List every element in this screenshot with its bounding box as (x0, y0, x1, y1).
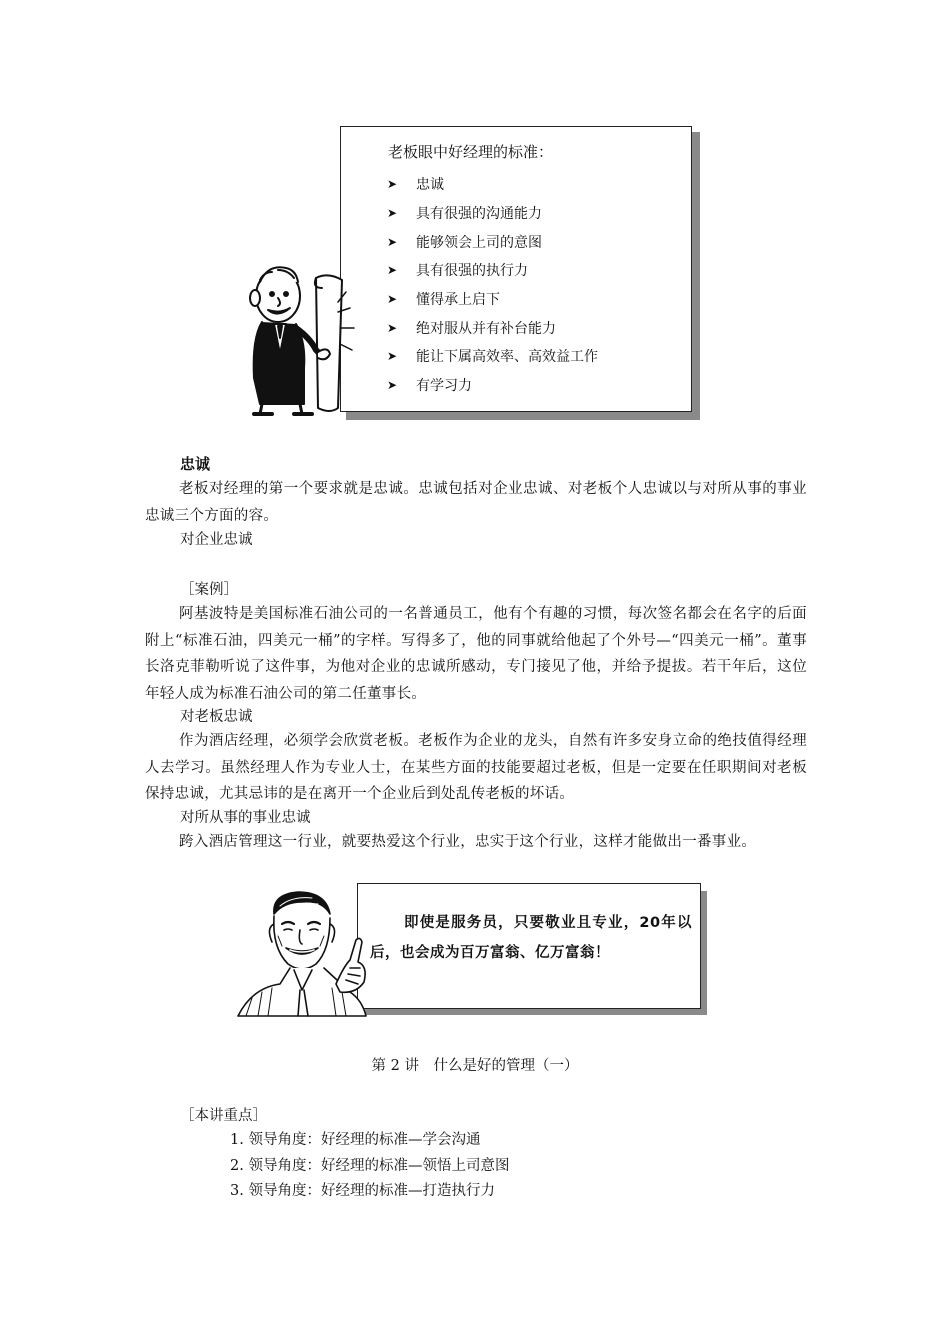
section-heading: 忠诚 (180, 455, 211, 473)
list-item-label: 有学习力 (416, 378, 472, 395)
list-item (386, 285, 598, 314)
boss-paragraph: 作为酒店经理，必须学会欣赏老板。老板作为企业的龙头，自然有许多安身立命的绝技值得经理人去学习。虽然经理人作为专业人士，在某些方面的技能要超过老板，但是一定要在任职期间对老板保持忠诚，尤其忌讳的是在离开一个企业后到处乱传老板的坏话。 (145, 733, 807, 802)
arrow-bullet-icon: ➤ (386, 378, 398, 393)
arrow-bullet-icon: ➤ (386, 234, 398, 249)
case-label: ［案例］ (180, 582, 238, 598)
standards-box-title: 老板眼中好经理的标准： (388, 143, 554, 161)
arrow-bullet-icon: ➤ (386, 292, 398, 307)
list-item-label: 能够领会上司的意图 (416, 234, 542, 251)
key-points-list (230, 1128, 509, 1205)
list-item-label: 具有很强的执行力 (416, 263, 528, 280)
quote-text: 即使是服务员，只要敬业且专业，20年以后，也会成为百万富翁、亿万富翁！ (370, 915, 692, 961)
list-item: 3. 领导角度：好经理的标准—打造执行力 (230, 1183, 495, 1199)
career-paragraph: 跨入酒店管理这一行业，就要热爱这个行业，忠实于这个行业，这样才能做出一番事业。 (179, 834, 757, 850)
case-paragraph: 阿基波特是美国标准石油公司的一名普通员工，他有个有趣的习惯，每次签名都会在名字的后面附上“标准石油，四美元一桶”的字样。写得多了，他的同事就给他起了个外号—“四美元一桶”。董事长洛克菲勒听说了这件事，为他对企业的忠诚所感动，专门接见了他，并给予提拔。若干年后，这位年轻人成为标准石油公司的第二任董事长。 (145, 606, 807, 702)
standards-list (386, 170, 598, 400)
list-item (386, 170, 598, 199)
arrow-bullet-icon: ➤ (386, 349, 398, 364)
arrow-bullet-icon: ➤ (386, 206, 398, 221)
list-item-label: 忠诚 (416, 177, 444, 194)
list-item-label: 具有很强的沟通能力 (416, 206, 542, 223)
arrow-bullet-icon: ➤ (386, 263, 398, 278)
arrow-bullet-icon: ➤ (386, 320, 398, 335)
list-item (386, 199, 598, 228)
list-item (386, 342, 598, 371)
list-item (386, 227, 598, 256)
list-item-label: 能让下属高效率、高效益工作 (416, 349, 598, 366)
list-item-label: 绝对服从并有补台能力 (416, 320, 556, 337)
lecture-title: 第 2 讲 什么是好的管理（一） (371, 1058, 579, 1074)
list-item (386, 256, 598, 285)
subheading-boss-loyalty: 对老板忠诚 (180, 709, 253, 725)
presenter-cartoon-icon (238, 258, 378, 418)
intro-paragraph: 老板对经理的第一个要求就是忠诚。忠诚包括对企业忠诚、对老板个人忠诚以与对所从事的事业忠诚三个方面的容。 (145, 481, 807, 524)
arrow-bullet-icon: ➤ (386, 177, 398, 192)
pointing-man-cartoon-icon (232, 888, 382, 1018)
list-item: 1. 领导角度：好经理的标准—学会沟通 (230, 1132, 481, 1148)
list-item-label: 懂得承上启下 (416, 292, 500, 309)
key-points-label: ［本讲重点］ (180, 1108, 267, 1124)
list-item: 2. 领导角度：好经理的标准—领悟上司意图 (230, 1157, 510, 1174)
list-item (386, 313, 598, 342)
subheading-company-loyalty: 对企业忠诚 (180, 532, 253, 548)
subheading-career-loyalty: 对所从事的事业忠诚 (180, 810, 311, 826)
list-item (386, 371, 598, 400)
